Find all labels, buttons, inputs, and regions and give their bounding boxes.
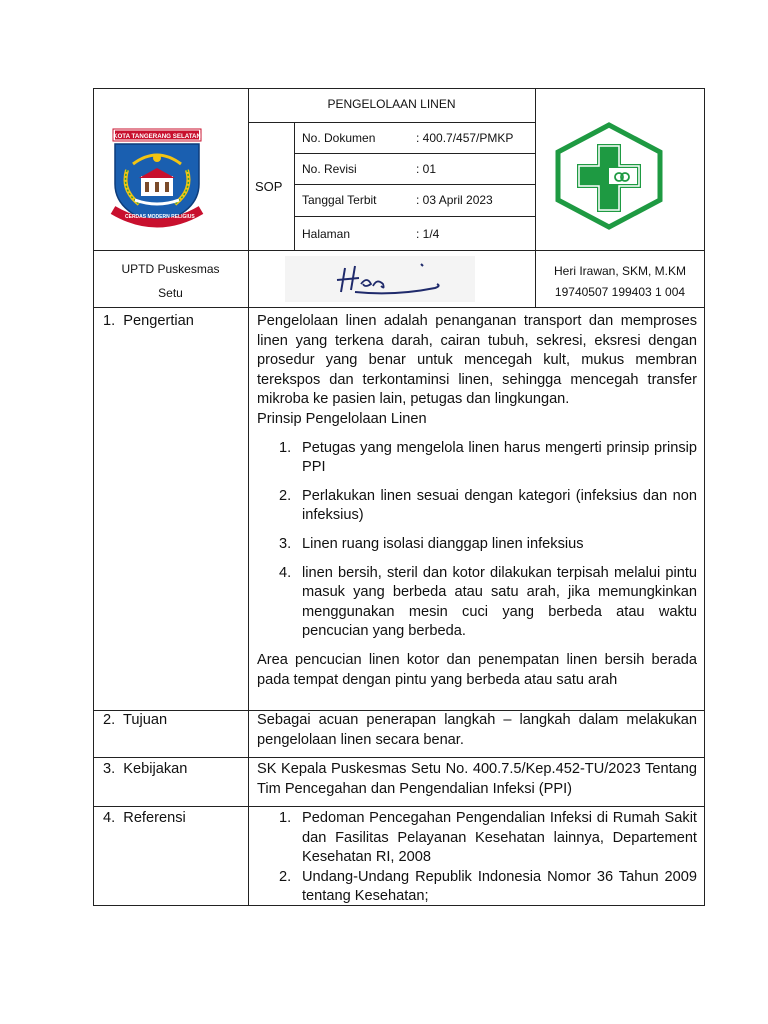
- list-item: [257, 809, 697, 868]
- section-content-kebijakan: SK Kepala Puskesmas Setu No. 400.7.5/Kep.452-TU/2023 Tentang Tim Pencegahan dan Pengendalian Infeksi (PPI): [257, 761, 697, 797]
- divider: [248, 307, 249, 906]
- divider: [93, 757, 705, 758]
- city-seal-logo: [103, 124, 211, 234]
- revision-value: : 01: [416, 162, 437, 176]
- puskesmas-logo: [553, 122, 665, 230]
- definition-paragraph: Pengelolaan linen adalah penanganan transport dan memproses linen yang terkena darah, cairan tubuh, sekresi, eksresi dengan prosedur yang benar untuk mencegah kult, mukus membran terekspos dan terkontaminsi linen, sehingga mencegah transfer mikroba ke pasien lain, petugas dan lingkungan.: [257, 313, 697, 408]
- divider: [294, 122, 295, 250]
- section-content-pengertian: [257, 312, 697, 690]
- doc-number-value: : 400.7/457/PMKP: [416, 131, 514, 145]
- list-number: 1.: [279, 439, 292, 456]
- signature-image: [285, 256, 475, 302]
- principles-heading: Prinsip Pengelolaan Linen: [257, 410, 427, 427]
- divider: [248, 122, 535, 123]
- list-number: 2.: [279, 868, 292, 885]
- list-item: [257, 868, 697, 907]
- divider: [294, 184, 535, 185]
- list-text: linen bersih, steril dan kotor dilakukan terpisah melalui pintu masuk yang berbeda atau satu arah, jika memungkinkan menggunakan mesin cuci yang berbeda atau waktu pencucian yang berbeda.: [302, 564, 697, 640]
- institution-location: Setu: [158, 286, 183, 300]
- divider: [93, 806, 705, 807]
- list-text: Pedoman Pencegahan Pengendalian Infeksi di Rumah Sakit dan Fasilitas Pelayanan Kesehatan lainnya, Departement Kesehatan RI, 2008: [302, 810, 697, 866]
- list-text: Undang-Undang Republik Indonesia Nomor 36 Tahun 2009 tentang Kesehatan;: [302, 868, 697, 905]
- signer-nip: 19740507 199403 1 004: [554, 285, 686, 299]
- list-text: Perlakukan linen sesuai dengan kategori (infeksius dan non infeksius): [302, 487, 697, 524]
- section-label-kebijakan: 3. Kebijakan: [103, 761, 188, 777]
- section-label-referensi: 4. Referensi: [103, 810, 186, 826]
- references-list: [257, 809, 697, 907]
- divider: [248, 88, 249, 308]
- section-label-tujuan: 2. Tujuan: [103, 712, 168, 728]
- revision-label: No. Revisi: [302, 162, 357, 176]
- list-text: Linen ruang isolasi dianggap linen infeksius: [302, 535, 584, 552]
- divider: [294, 153, 535, 154]
- divider: [93, 250, 705, 251]
- list-number: 1.: [279, 810, 292, 826]
- seal-motto: CERDAS MODERN RELIGIUS: [125, 214, 195, 220]
- list-item: [257, 535, 697, 555]
- section-content-referensi: [257, 809, 697, 907]
- issue-date-value: : 03 April 2023: [416, 193, 493, 207]
- page-value: : 1/4: [416, 227, 440, 241]
- seal-banner-text: KOTA TANGERANG SELATAN: [113, 133, 201, 140]
- list-item: [257, 564, 697, 642]
- issue-date-label: Tanggal Terbit: [302, 193, 377, 207]
- list-number: 2.: [279, 487, 292, 504]
- principles-list: [257, 439, 697, 642]
- sop-label: SOP: [255, 179, 283, 194]
- document-title: PENGELOLAAN LINEN: [327, 97, 456, 111]
- divider: [294, 216, 535, 217]
- doc-number-label: No. Dokumen: [302, 131, 376, 145]
- list-item: [257, 439, 697, 478]
- area-paragraph: Area pencucian linen kotor dan penempatan linen bersih berada pada tempat dengan pintu yang berbeda atau satu arah: [257, 651, 697, 688]
- section-label-pengertian: 1. Pengertian: [103, 313, 194, 329]
- signer-name: Heri Irawan, SKM, M.KM: [553, 264, 687, 278]
- list-number: 4.: [279, 564, 292, 581]
- institution-name: UPTD Puskesmas: [121, 262, 220, 276]
- list-item: [257, 487, 697, 526]
- list-number: 3.: [279, 535, 292, 552]
- list-text: Petugas yang mengelola linen harus mengerti prinsip prinsip PPI: [302, 439, 697, 476]
- section-content-tujuan: Sebagai acuan penerapan langkah – langkah dalam melakukan pengelolaan linen secara benar.: [257, 712, 697, 748]
- page-label: Halaman: [302, 227, 351, 241]
